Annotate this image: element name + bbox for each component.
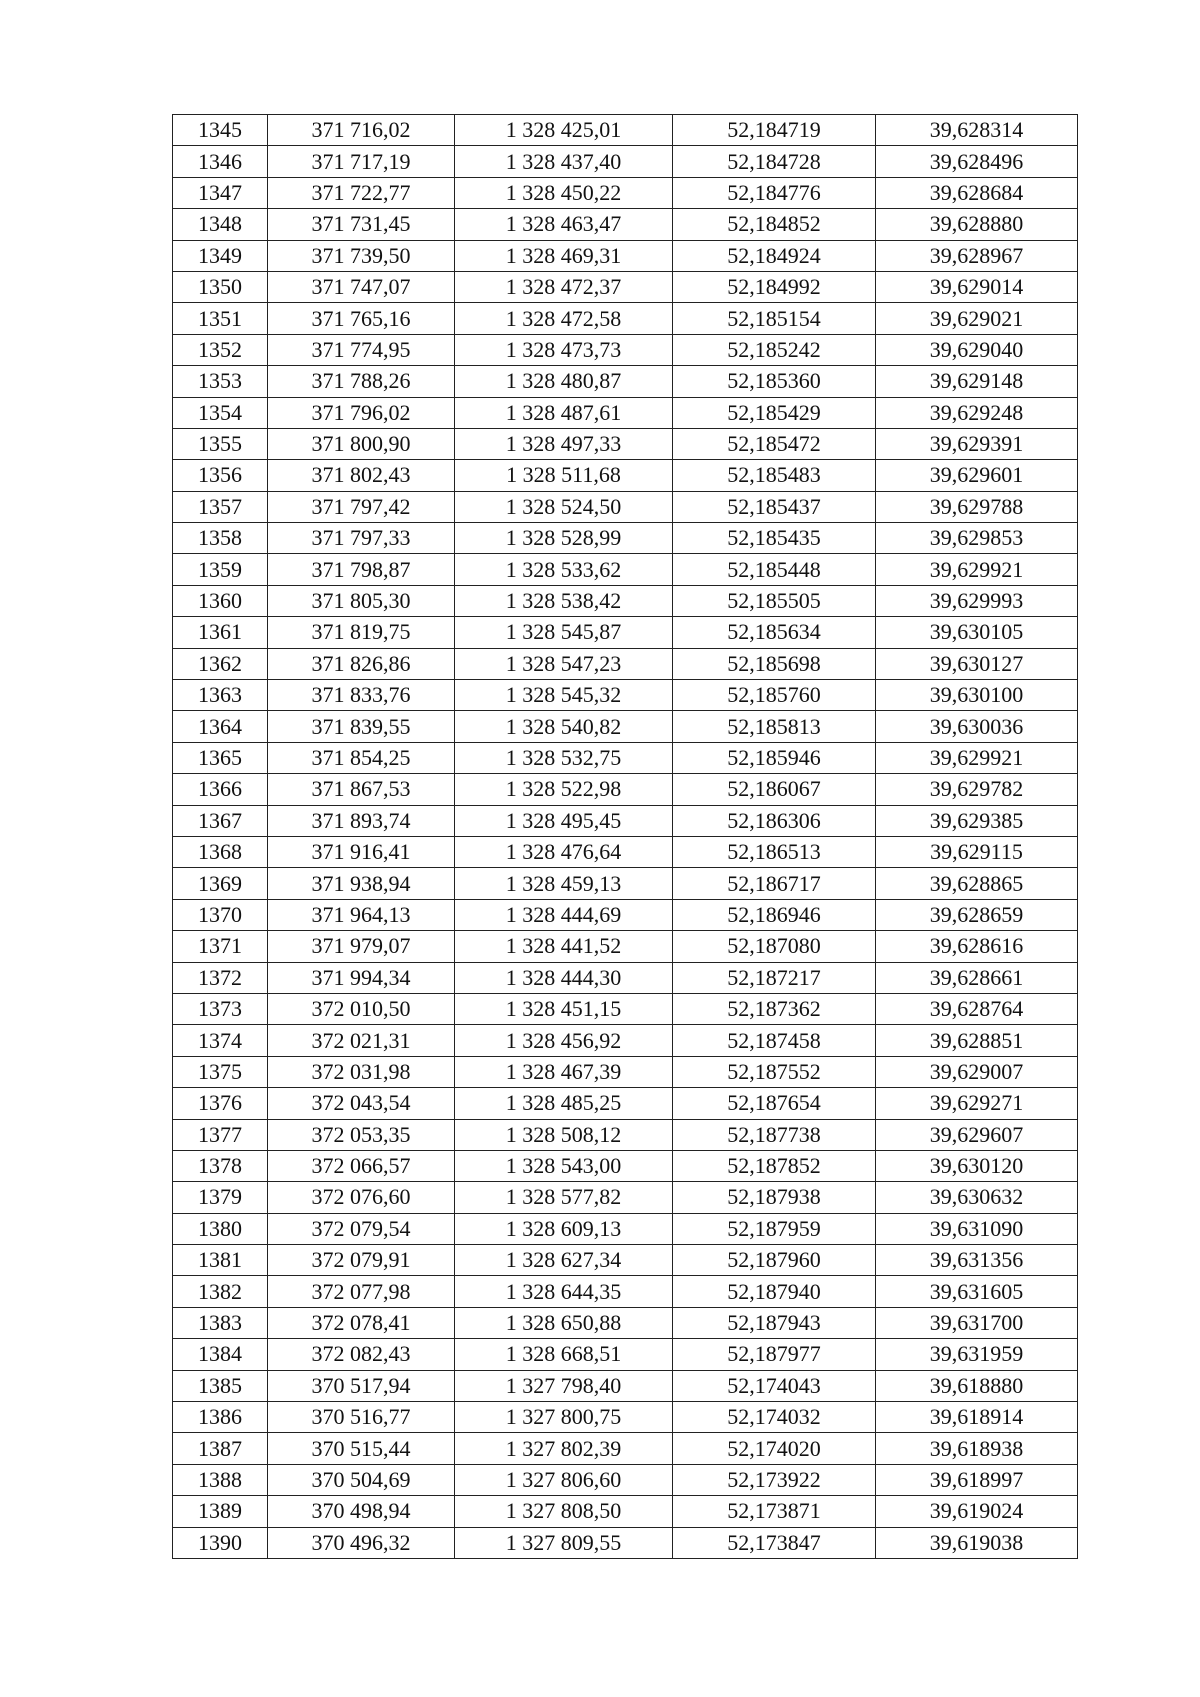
latitude-cell: 52,187940	[673, 1276, 876, 1307]
latitude-cell: 52,185242	[673, 334, 876, 365]
table-row	[173, 648, 1078, 679]
table-row	[173, 680, 1078, 711]
point-number-cell: 1389	[173, 1496, 268, 1527]
x-coordinate-cell: 371 797,42	[268, 491, 455, 522]
y-coordinate-cell: 1 328 522,98	[455, 774, 673, 805]
longitude-cell: 39,618880	[876, 1370, 1078, 1401]
x-coordinate-cell: 370 516,77	[268, 1402, 455, 1433]
table-row	[173, 1307, 1078, 1338]
longitude-cell: 39,631605	[876, 1276, 1078, 1307]
longitude-cell: 39,628764	[876, 993, 1078, 1024]
longitude-cell: 39,629040	[876, 334, 1078, 365]
y-coordinate-cell: 1 327 802,39	[455, 1433, 673, 1464]
x-coordinate-cell: 371 805,30	[268, 585, 455, 616]
point-number-cell: 1355	[173, 428, 268, 459]
table-row	[173, 711, 1078, 742]
table-row	[173, 491, 1078, 522]
point-number-cell: 1383	[173, 1307, 268, 1338]
y-coordinate-cell: 1 328 545,87	[455, 617, 673, 648]
longitude-cell: 39,629248	[876, 397, 1078, 428]
x-coordinate-cell: 372 079,91	[268, 1245, 455, 1276]
point-number-cell: 1345	[173, 115, 268, 146]
point-number-cell: 1363	[173, 680, 268, 711]
longitude-cell: 39,629148	[876, 366, 1078, 397]
longitude-cell: 39,631356	[876, 1245, 1078, 1276]
latitude-cell: 52,186513	[673, 836, 876, 867]
latitude-cell: 52,185435	[673, 523, 876, 554]
longitude-cell: 39,630100	[876, 680, 1078, 711]
x-coordinate-cell: 371 722,77	[268, 177, 455, 208]
point-number-cell: 1359	[173, 554, 268, 585]
table-row	[173, 1276, 1078, 1307]
latitude-cell: 52,185813	[673, 711, 876, 742]
table-row	[173, 1088, 1078, 1119]
longitude-cell: 39,618997	[876, 1464, 1078, 1495]
y-coordinate-cell: 1 328 540,82	[455, 711, 673, 742]
x-coordinate-cell: 371 716,02	[268, 115, 455, 146]
y-coordinate-cell: 1 328 472,37	[455, 271, 673, 302]
table-row	[173, 899, 1078, 930]
longitude-cell: 39,629993	[876, 585, 1078, 616]
longitude-cell: 39,629021	[876, 303, 1078, 334]
table-row	[173, 805, 1078, 836]
point-number-cell: 1347	[173, 177, 268, 208]
longitude-cell: 39,629014	[876, 271, 1078, 302]
y-coordinate-cell: 1 328 425,01	[455, 115, 673, 146]
x-coordinate-cell: 371 774,95	[268, 334, 455, 365]
y-coordinate-cell: 1 328 650,88	[455, 1307, 673, 1338]
point-number-cell: 1374	[173, 1025, 268, 1056]
latitude-cell: 52,185483	[673, 460, 876, 491]
x-coordinate-cell: 372 021,31	[268, 1025, 455, 1056]
table-row	[173, 868, 1078, 899]
x-coordinate-cell: 370 496,32	[268, 1527, 455, 1558]
x-coordinate-cell: 371 826,86	[268, 648, 455, 679]
longitude-cell: 39,631090	[876, 1213, 1078, 1244]
x-coordinate-cell: 371 916,41	[268, 836, 455, 867]
y-coordinate-cell: 1 328 524,50	[455, 491, 673, 522]
point-number-cell: 1384	[173, 1339, 268, 1370]
point-number-cell: 1390	[173, 1527, 268, 1558]
table-row	[173, 271, 1078, 302]
latitude-cell: 52,187552	[673, 1056, 876, 1087]
latitude-cell: 52,174032	[673, 1402, 876, 1433]
y-coordinate-cell: 1 328 444,69	[455, 899, 673, 930]
y-coordinate-cell: 1 328 508,12	[455, 1119, 673, 1150]
longitude-cell: 39,630632	[876, 1182, 1078, 1213]
latitude-cell: 52,187852	[673, 1150, 876, 1181]
y-coordinate-cell: 1 328 472,58	[455, 303, 673, 334]
x-coordinate-cell: 371 731,45	[268, 209, 455, 240]
table-row	[173, 836, 1078, 867]
point-number-cell: 1388	[173, 1464, 268, 1495]
point-number-cell: 1371	[173, 931, 268, 962]
y-coordinate-cell: 1 328 473,73	[455, 334, 673, 365]
longitude-cell: 39,629271	[876, 1088, 1078, 1119]
table-row	[173, 1150, 1078, 1181]
y-coordinate-cell: 1 328 441,52	[455, 931, 673, 962]
longitude-cell: 39,618938	[876, 1433, 1078, 1464]
x-coordinate-cell: 371 819,75	[268, 617, 455, 648]
latitude-cell: 52,184992	[673, 271, 876, 302]
latitude-cell: 52,187362	[673, 993, 876, 1024]
longitude-cell: 39,628880	[876, 209, 1078, 240]
table-row	[173, 1496, 1078, 1527]
latitude-cell: 52,186946	[673, 899, 876, 930]
point-number-cell: 1370	[173, 899, 268, 930]
coordinates-table	[172, 114, 1078, 1559]
latitude-cell: 52,185429	[673, 397, 876, 428]
longitude-cell: 39,628496	[876, 146, 1078, 177]
point-number-cell: 1353	[173, 366, 268, 397]
point-number-cell: 1364	[173, 711, 268, 742]
x-coordinate-cell: 371 994,34	[268, 962, 455, 993]
y-coordinate-cell: 1 328 533,62	[455, 554, 673, 585]
y-coordinate-cell: 1 328 511,68	[455, 460, 673, 491]
x-coordinate-cell: 371 979,07	[268, 931, 455, 962]
x-coordinate-cell: 371 796,02	[268, 397, 455, 428]
latitude-cell: 52,185946	[673, 742, 876, 773]
table-row	[173, 1245, 1078, 1276]
latitude-cell: 52,187960	[673, 1245, 876, 1276]
longitude-cell: 39,631959	[876, 1339, 1078, 1370]
latitude-cell: 52,187738	[673, 1119, 876, 1150]
point-number-cell: 1386	[173, 1402, 268, 1433]
x-coordinate-cell: 372 076,60	[268, 1182, 455, 1213]
x-coordinate-cell: 371 893,74	[268, 805, 455, 836]
table-row	[173, 209, 1078, 240]
longitude-cell: 39,630105	[876, 617, 1078, 648]
longitude-cell: 39,629788	[876, 491, 1078, 522]
x-coordinate-cell: 372 066,57	[268, 1150, 455, 1181]
y-coordinate-cell: 1 328 469,31	[455, 240, 673, 271]
longitude-cell: 39,618914	[876, 1402, 1078, 1433]
y-coordinate-cell: 1 328 627,34	[455, 1245, 673, 1276]
latitude-cell: 52,184924	[673, 240, 876, 271]
y-coordinate-cell: 1 328 451,15	[455, 993, 673, 1024]
y-coordinate-cell: 1 327 800,75	[455, 1402, 673, 1433]
x-coordinate-cell: 371 765,16	[268, 303, 455, 334]
longitude-cell: 39,628967	[876, 240, 1078, 271]
latitude-cell: 52,173847	[673, 1527, 876, 1558]
latitude-cell: 52,187943	[673, 1307, 876, 1338]
latitude-cell: 52,185437	[673, 491, 876, 522]
point-number-cell: 1380	[173, 1213, 268, 1244]
x-coordinate-cell: 371 833,76	[268, 680, 455, 711]
x-coordinate-cell: 370 515,44	[268, 1433, 455, 1464]
point-number-cell: 1387	[173, 1433, 268, 1464]
longitude-cell: 39,628684	[876, 177, 1078, 208]
table-row	[173, 177, 1078, 208]
table-row	[173, 1213, 1078, 1244]
x-coordinate-cell: 371 964,13	[268, 899, 455, 930]
point-number-cell: 1381	[173, 1245, 268, 1276]
point-number-cell: 1378	[173, 1150, 268, 1181]
x-coordinate-cell: 372 043,54	[268, 1088, 455, 1119]
table-row	[173, 774, 1078, 805]
y-coordinate-cell: 1 328 528,99	[455, 523, 673, 554]
x-coordinate-cell: 372 010,50	[268, 993, 455, 1024]
latitude-cell: 52,187458	[673, 1025, 876, 1056]
y-coordinate-cell: 1 328 538,42	[455, 585, 673, 616]
latitude-cell: 52,187959	[673, 1213, 876, 1244]
x-coordinate-cell: 371 839,55	[268, 711, 455, 742]
table-row	[173, 1339, 1078, 1370]
table-row	[173, 334, 1078, 365]
y-coordinate-cell: 1 328 444,30	[455, 962, 673, 993]
point-number-cell: 1360	[173, 585, 268, 616]
y-coordinate-cell: 1 327 798,40	[455, 1370, 673, 1401]
table-row	[173, 742, 1078, 773]
table-row	[173, 1119, 1078, 1150]
point-number-cell: 1362	[173, 648, 268, 679]
longitude-cell: 39,630127	[876, 648, 1078, 679]
latitude-cell: 52,185760	[673, 680, 876, 711]
point-number-cell: 1377	[173, 1119, 268, 1150]
latitude-cell: 52,184852	[673, 209, 876, 240]
x-coordinate-cell: 371 867,53	[268, 774, 455, 805]
y-coordinate-cell: 1 328 532,75	[455, 742, 673, 773]
point-number-cell: 1366	[173, 774, 268, 805]
table-row	[173, 1182, 1078, 1213]
latitude-cell: 52,187217	[673, 962, 876, 993]
point-number-cell: 1385	[173, 1370, 268, 1401]
latitude-cell: 52,184776	[673, 177, 876, 208]
x-coordinate-cell: 372 053,35	[268, 1119, 455, 1150]
point-number-cell: 1367	[173, 805, 268, 836]
table-row	[173, 397, 1078, 428]
point-number-cell: 1348	[173, 209, 268, 240]
x-coordinate-cell: 370 517,94	[268, 1370, 455, 1401]
x-coordinate-cell: 371 797,33	[268, 523, 455, 554]
y-coordinate-cell: 1 328 497,33	[455, 428, 673, 459]
y-coordinate-cell: 1 328 668,51	[455, 1339, 673, 1370]
longitude-cell: 39,628865	[876, 868, 1078, 899]
table-row	[173, 931, 1078, 962]
x-coordinate-cell: 371 717,19	[268, 146, 455, 177]
point-number-cell: 1382	[173, 1276, 268, 1307]
latitude-cell: 52,173871	[673, 1496, 876, 1527]
y-coordinate-cell: 1 328 543,00	[455, 1150, 673, 1181]
latitude-cell: 52,186067	[673, 774, 876, 805]
point-number-cell: 1375	[173, 1056, 268, 1087]
longitude-cell: 39,629601	[876, 460, 1078, 491]
latitude-cell: 52,185698	[673, 648, 876, 679]
x-coordinate-cell: 371 854,25	[268, 742, 455, 773]
table-row	[173, 1056, 1078, 1087]
y-coordinate-cell: 1 328 480,87	[455, 366, 673, 397]
latitude-cell: 52,173922	[673, 1464, 876, 1495]
table-row	[173, 460, 1078, 491]
longitude-cell: 39,629385	[876, 805, 1078, 836]
y-coordinate-cell: 1 328 545,32	[455, 680, 673, 711]
x-coordinate-cell: 372 031,98	[268, 1056, 455, 1087]
table-row	[173, 1370, 1078, 1401]
x-coordinate-cell: 372 078,41	[268, 1307, 455, 1338]
latitude-cell: 52,185634	[673, 617, 876, 648]
x-coordinate-cell: 372 082,43	[268, 1339, 455, 1370]
point-number-cell: 1373	[173, 993, 268, 1024]
table-row	[173, 962, 1078, 993]
y-coordinate-cell: 1 328 459,13	[455, 868, 673, 899]
longitude-cell: 39,630036	[876, 711, 1078, 742]
latitude-cell: 52,185448	[673, 554, 876, 585]
x-coordinate-cell: 370 504,69	[268, 1464, 455, 1495]
y-coordinate-cell: 1 328 487,61	[455, 397, 673, 428]
latitude-cell: 52,187654	[673, 1088, 876, 1119]
y-coordinate-cell: 1 328 437,40	[455, 146, 673, 177]
latitude-cell: 52,184719	[673, 115, 876, 146]
x-coordinate-cell: 372 077,98	[268, 1276, 455, 1307]
x-coordinate-cell: 371 802,43	[268, 460, 455, 491]
y-coordinate-cell: 1 327 808,50	[455, 1496, 673, 1527]
point-number-cell: 1369	[173, 868, 268, 899]
longitude-cell: 39,628314	[876, 115, 1078, 146]
x-coordinate-cell: 371 800,90	[268, 428, 455, 459]
latitude-cell: 52,174020	[673, 1433, 876, 1464]
latitude-cell: 52,187080	[673, 931, 876, 962]
point-number-cell: 1351	[173, 303, 268, 334]
latitude-cell: 52,184728	[673, 146, 876, 177]
point-number-cell: 1361	[173, 617, 268, 648]
table-row	[173, 366, 1078, 397]
table-row	[173, 303, 1078, 334]
point-number-cell: 1346	[173, 146, 268, 177]
longitude-cell: 39,629853	[876, 523, 1078, 554]
longitude-cell: 39,628616	[876, 931, 1078, 962]
longitude-cell: 39,629607	[876, 1119, 1078, 1150]
latitude-cell: 52,185472	[673, 428, 876, 459]
longitude-cell: 39,629921	[876, 742, 1078, 773]
point-number-cell: 1379	[173, 1182, 268, 1213]
x-coordinate-cell: 370 498,94	[268, 1496, 455, 1527]
coordinates-table-body	[173, 115, 1078, 1559]
y-coordinate-cell: 1 328 450,22	[455, 177, 673, 208]
table-row	[173, 585, 1078, 616]
table-row	[173, 1464, 1078, 1495]
table-row	[173, 240, 1078, 271]
y-coordinate-cell: 1 328 547,23	[455, 648, 673, 679]
table-row	[173, 1402, 1078, 1433]
longitude-cell: 39,628851	[876, 1025, 1078, 1056]
x-coordinate-cell: 372 079,54	[268, 1213, 455, 1244]
point-number-cell: 1350	[173, 271, 268, 302]
point-number-cell: 1376	[173, 1088, 268, 1119]
table-row	[173, 617, 1078, 648]
latitude-cell: 52,185360	[673, 366, 876, 397]
longitude-cell: 39,629391	[876, 428, 1078, 459]
y-coordinate-cell: 1 328 463,47	[455, 209, 673, 240]
longitude-cell: 39,629007	[876, 1056, 1078, 1087]
table-row	[173, 554, 1078, 585]
longitude-cell: 39,628659	[876, 899, 1078, 930]
point-number-cell: 1356	[173, 460, 268, 491]
point-number-cell: 1365	[173, 742, 268, 773]
latitude-cell: 52,186717	[673, 868, 876, 899]
longitude-cell: 39,631700	[876, 1307, 1078, 1338]
y-coordinate-cell: 1 328 577,82	[455, 1182, 673, 1213]
table-row	[173, 1433, 1078, 1464]
y-coordinate-cell: 1 327 809,55	[455, 1527, 673, 1558]
point-number-cell: 1372	[173, 962, 268, 993]
latitude-cell: 52,186306	[673, 805, 876, 836]
y-coordinate-cell: 1 328 485,25	[455, 1088, 673, 1119]
x-coordinate-cell: 371 788,26	[268, 366, 455, 397]
table-row	[173, 1025, 1078, 1056]
longitude-cell: 39,628661	[876, 962, 1078, 993]
point-number-cell: 1358	[173, 523, 268, 554]
latitude-cell: 52,185505	[673, 585, 876, 616]
x-coordinate-cell: 371 938,94	[268, 868, 455, 899]
x-coordinate-cell: 371 739,50	[268, 240, 455, 271]
longitude-cell: 39,630120	[876, 1150, 1078, 1181]
table-row	[173, 115, 1078, 146]
longitude-cell: 39,629115	[876, 836, 1078, 867]
table-row	[173, 523, 1078, 554]
y-coordinate-cell: 1 327 806,60	[455, 1464, 673, 1495]
table-row	[173, 1527, 1078, 1558]
latitude-cell: 52,185154	[673, 303, 876, 334]
longitude-cell: 39,629921	[876, 554, 1078, 585]
point-number-cell: 1357	[173, 491, 268, 522]
y-coordinate-cell: 1 328 467,39	[455, 1056, 673, 1087]
table-row	[173, 993, 1078, 1024]
point-number-cell: 1349	[173, 240, 268, 271]
table-row	[173, 146, 1078, 177]
latitude-cell: 52,174043	[673, 1370, 876, 1401]
x-coordinate-cell: 371 798,87	[268, 554, 455, 585]
point-number-cell: 1352	[173, 334, 268, 365]
y-coordinate-cell: 1 328 476,64	[455, 836, 673, 867]
longitude-cell: 39,619038	[876, 1527, 1078, 1558]
y-coordinate-cell: 1 328 456,92	[455, 1025, 673, 1056]
x-coordinate-cell: 371 747,07	[268, 271, 455, 302]
latitude-cell: 52,187938	[673, 1182, 876, 1213]
point-number-cell: 1354	[173, 397, 268, 428]
longitude-cell: 39,619024	[876, 1496, 1078, 1527]
y-coordinate-cell: 1 328 495,45	[455, 805, 673, 836]
table-row	[173, 428, 1078, 459]
y-coordinate-cell: 1 328 609,13	[455, 1213, 673, 1244]
y-coordinate-cell: 1 328 644,35	[455, 1276, 673, 1307]
longitude-cell: 39,629782	[876, 774, 1078, 805]
point-number-cell: 1368	[173, 836, 268, 867]
latitude-cell: 52,187977	[673, 1339, 876, 1370]
